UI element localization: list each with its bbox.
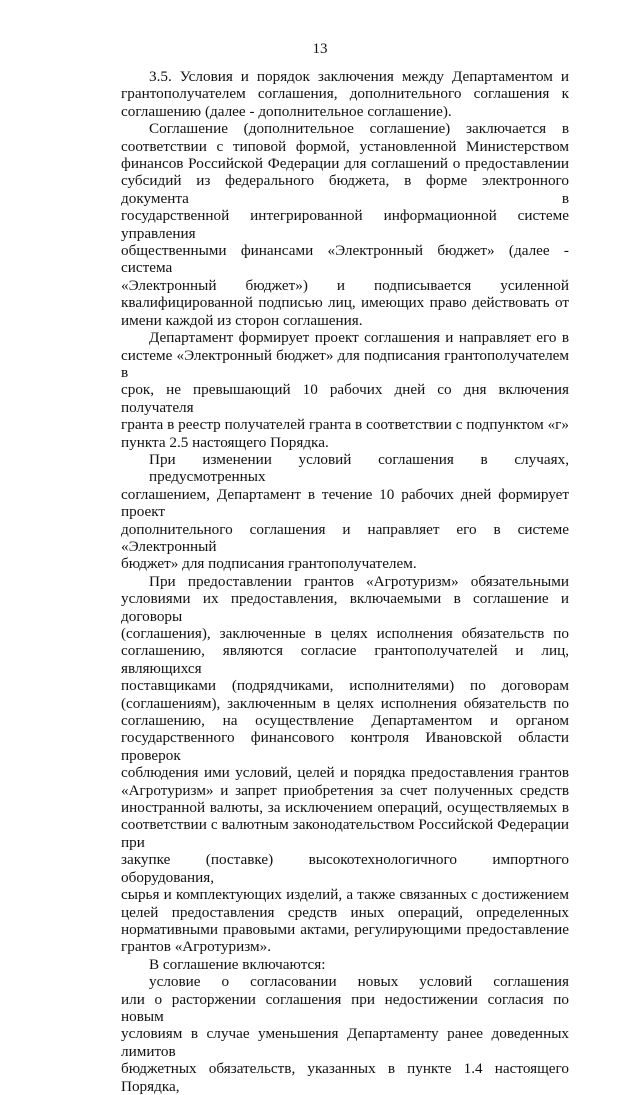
text-line: государственного финансового контроля Ивановской области проверок <box>121 729 569 764</box>
text-line: пункта 2.5 настоящего Порядка. <box>121 433 329 451</box>
text-line: квалифицированной подписью лиц, имеющих право действовать от <box>121 294 569 312</box>
text-line: субсидий из федерального бюджета, в форме электронного документа в <box>121 172 569 207</box>
text-line: финансов Российской Федерации для соглашений о предоставлении <box>121 155 569 173</box>
text-line: бюджет» для подписания грантополучателем. <box>121 555 417 573</box>
page-number: 13 <box>312 41 328 57</box>
text-line: закупке (поставке) высокотехнологичного импортного оборудования, <box>121 851 569 886</box>
text-line: нормативными правовыми актами, регулирующими предоставление <box>121 920 569 938</box>
document-body <box>121 68 569 1095</box>
text-line: «Агротуризм» и запрет приобретения за счет полученных средств <box>121 781 569 799</box>
text-line: (соглашения), заключенные в целях исполнения обязательств по <box>121 625 569 642</box>
text-line: соглашению (далее - дополнительное соглашение). <box>121 102 452 120</box>
text-line: иностранной валюты, за исключением операций, осуществляемых в <box>121 799 569 817</box>
text-line: срок, не превышающий 10 рабочих дней со дня включения получателя <box>121 381 569 416</box>
text-line: соглашению, на осуществление Департаментом и органом <box>121 712 569 730</box>
text-line: Соглашение (дополнительное соглашение) заключается в <box>149 120 569 138</box>
text-line: условие о согласовании новых условий соглашения <box>149 973 569 991</box>
text-line: грантополучателем соглашения, дополнительного соглашения к <box>121 85 569 103</box>
text-line: соглашением, Департамент в течение 10 рабочих дней формирует проект <box>121 485 569 521</box>
text-line: соблюдения ими условий, целей и порядка предоставления грантов <box>121 764 569 782</box>
text-line: дополнительного соглашения и направляет его в системе «Электронный <box>121 520 569 555</box>
text-line: условиями их предоставления, включаемыми в соглашение и договоры <box>121 590 569 625</box>
text-line: При предоставлении грантов «Агротуризм» обязательными <box>149 572 569 590</box>
text-line: или о расторжении соглашения при недостижении согласия по новым <box>121 990 569 1025</box>
text-line: (соглашениям), заключенным в целях исполнения обязательств по <box>121 694 569 712</box>
text-line: поставщиками (подрядчиками, исполнителями) по договорам <box>121 677 569 695</box>
text-line: грантов «Агротуризм». <box>121 938 272 956</box>
text-line: целей предоставления средств иных операций, определенных <box>121 903 569 921</box>
text-line: соглашению, являются согласие грантополучателей и лиц, являющихся <box>121 642 569 677</box>
text-line: «Электронный бюджет») и подписывается усиленной <box>121 276 569 294</box>
text-line: государственной интегрированной информационной системе управления <box>121 207 569 242</box>
text-line: гранта в реестр получателей гранта в соответствии с подпунктом «г» <box>121 416 569 434</box>
text-line: общественными финансами «Электронный бюджет» (далее - система <box>121 242 569 277</box>
text-line: При изменении условий соглашения в случаях, предусмотренных <box>149 450 569 486</box>
text-line: соответствии с типовой формой, установленной Министерством <box>121 137 569 155</box>
text-line: системе «Электронный бюджет» для подписания грантополучателем в <box>121 346 569 381</box>
text-line: условиям в случае уменьшения Департаменту ранее доведенных лимитов <box>121 1025 569 1060</box>
text-line: В соглашение включаются: <box>149 955 326 973</box>
text-line: 3.5. Условия и порядок заключения между Департаментом и <box>149 68 569 85</box>
text-line: соответствии с валютным законодательством Российской Федерации при <box>121 816 569 851</box>
text-line: сырья и комплектующих изделий, а также связанных с достижением <box>121 886 569 904</box>
text-line: имени каждой из сторон соглашения. <box>121 311 363 329</box>
text-line: бюджетных обязательств, указанных в пункте 1.4 настоящего Порядка, <box>121 1060 569 1095</box>
text-line: Департамент формирует проект соглашения и направляет его в <box>149 329 569 347</box>
